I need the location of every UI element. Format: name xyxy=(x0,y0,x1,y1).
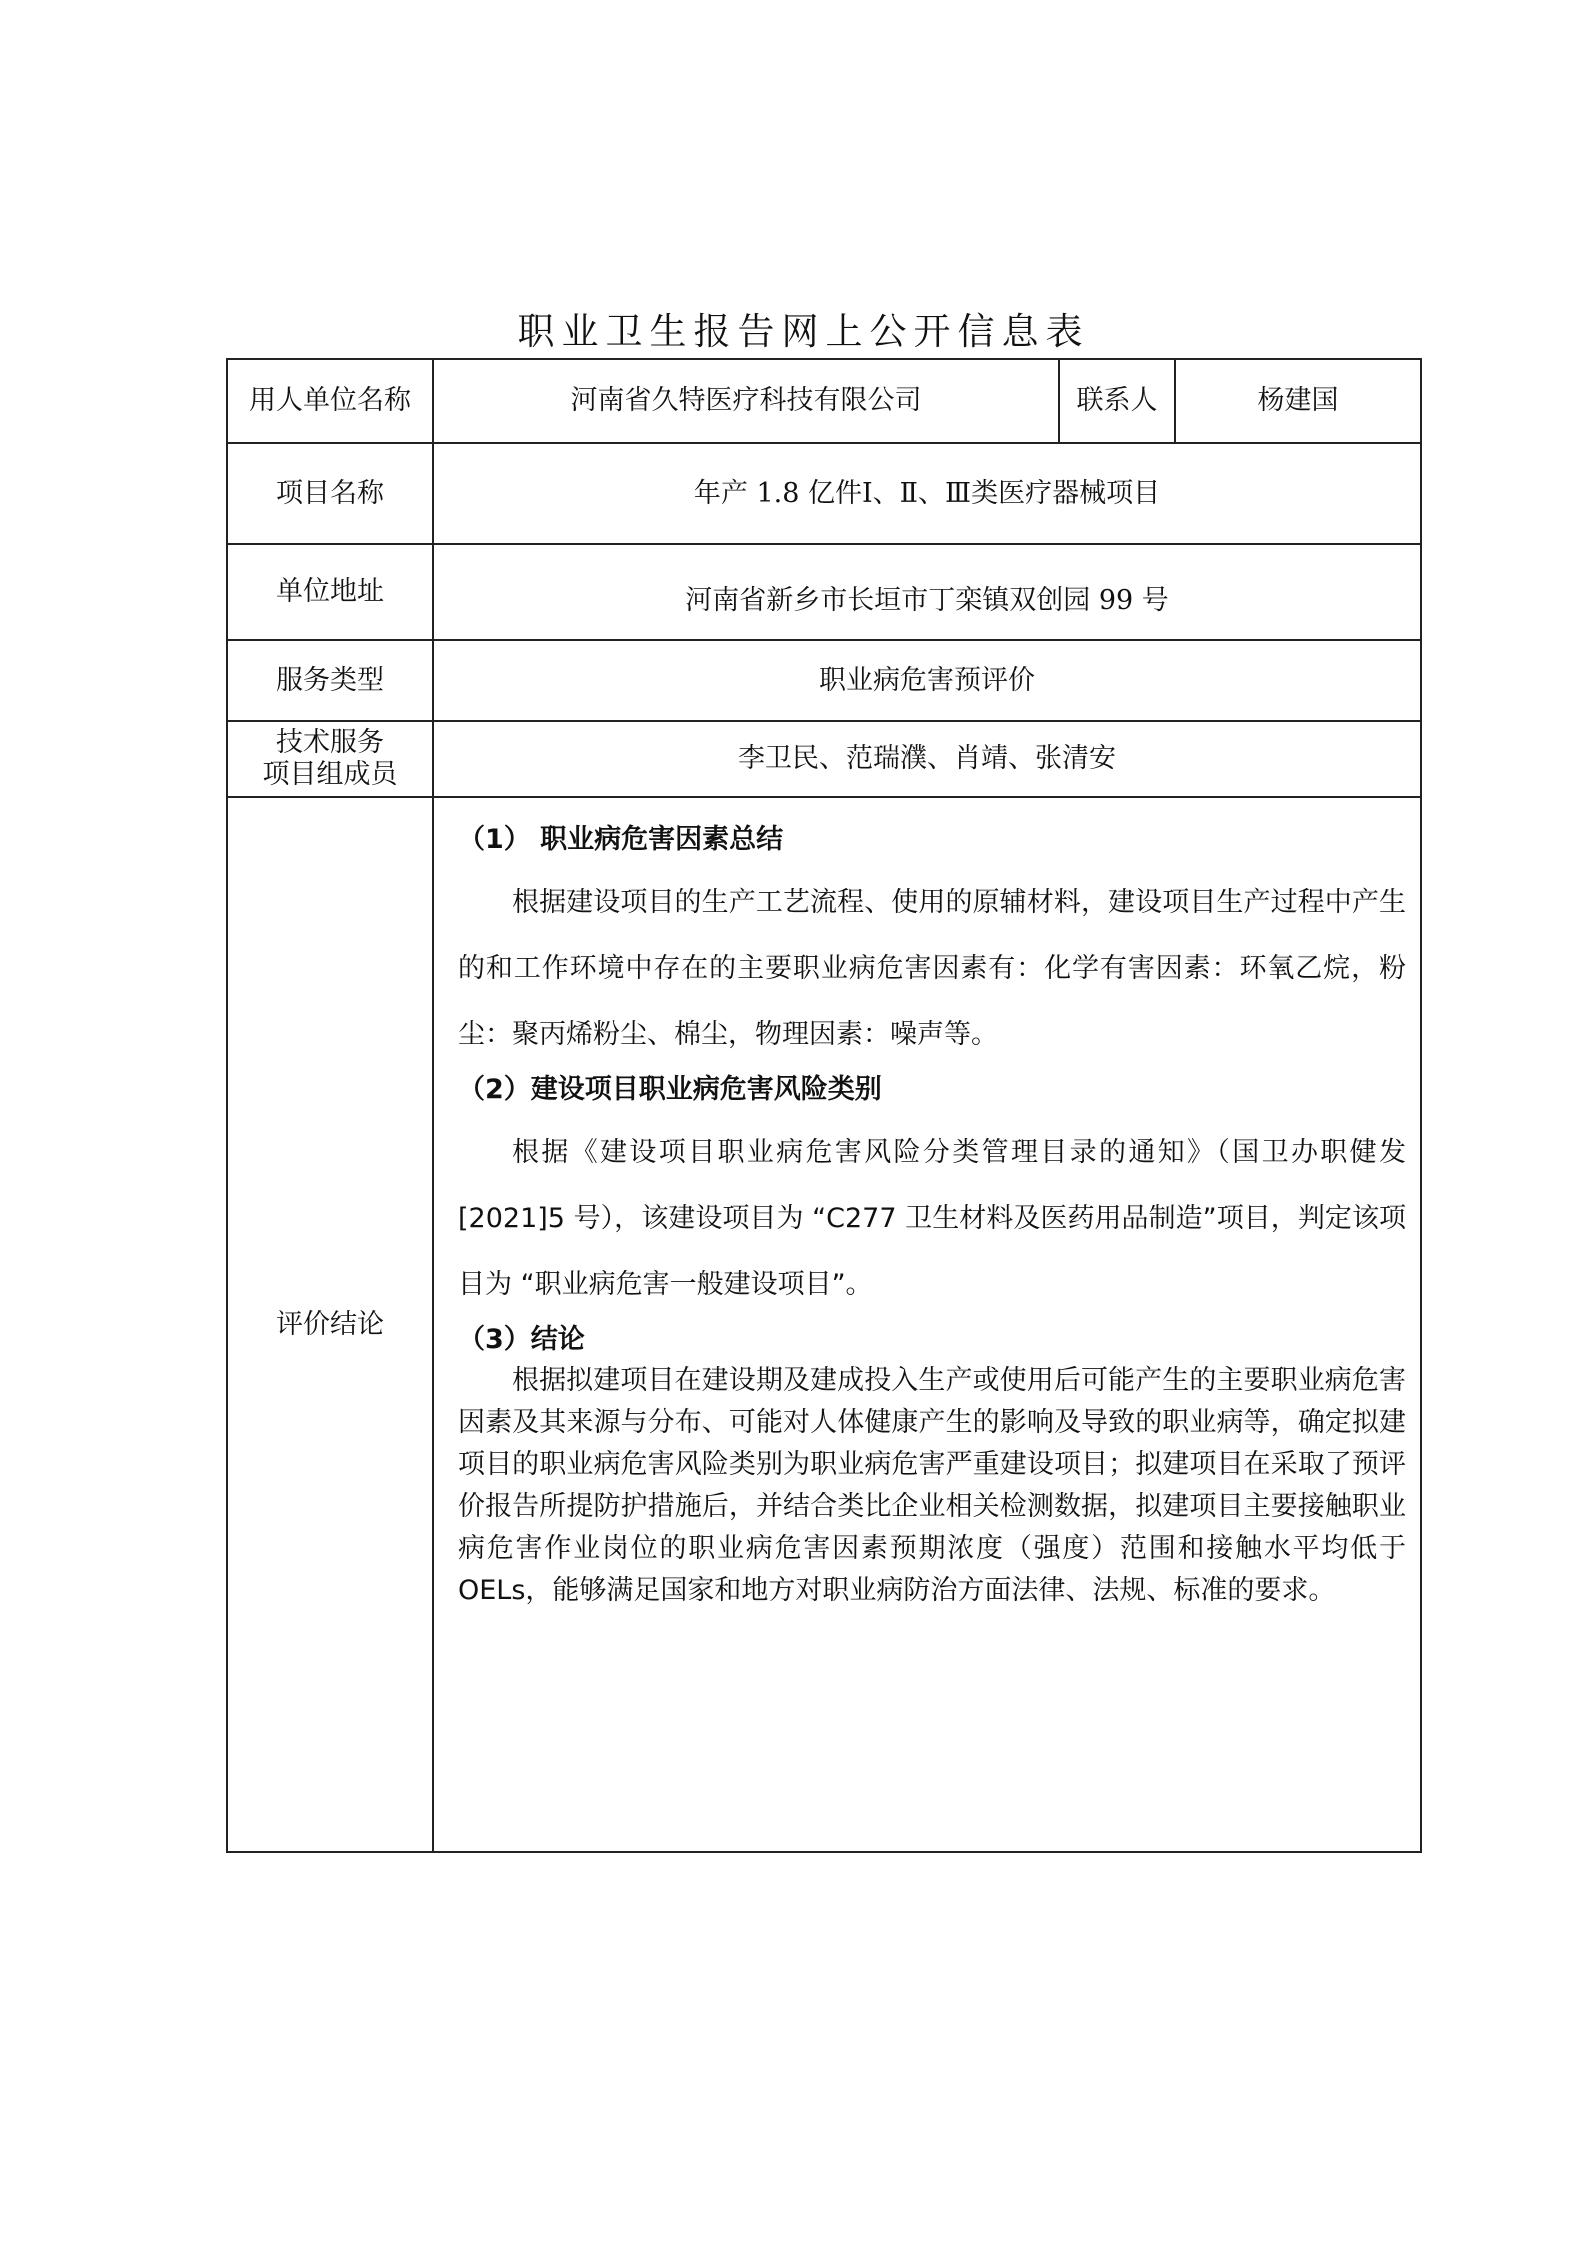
section1-heading: （1） 职业病危害因素总结 xyxy=(458,824,784,855)
section2-heading: （2）建设项目职业病危害风险类别 xyxy=(458,1074,882,1105)
project-label: 项目名称 xyxy=(227,443,433,544)
project-value: 年产 1.8 亿件Ⅰ、Ⅱ、Ⅲ类医疗器械项目 xyxy=(433,443,1421,544)
conclusion-content xyxy=(433,797,1421,1852)
document-title: 职业卫生报告网上公开信息表 xyxy=(517,310,1090,353)
address-label: 单位地址 xyxy=(227,544,433,640)
table-row-team xyxy=(227,721,1421,797)
info-table xyxy=(226,358,1422,1853)
table-row-employer xyxy=(227,359,1421,443)
section3-text: 根据拟建项目在建设期及建成投入生产或使用后可能产生的主要职业病危害因素及其来源与分布、可能对人体健康产生的影响及导致的职业病等，确定拟建项目的职业病危害风险类别为职业病危害严重建设项目；拟建项目在采取了预评价报告所提防护措施后，并结合类比企业相关检测数据，拟建项目主要接触职业病危害作业岗位的职业病危害因素预期浓度（强度）范围和接触水平均低于 OELs，能够满足国家和地方对职业病防治方面法律、法规、标准的要求。 xyxy=(458,1365,1406,1606)
table-row-conclusion xyxy=(227,797,1421,1852)
address-value: 河南省新乡市长垣市丁栾镇双创园 99 号 xyxy=(433,544,1421,640)
service-label: 服务类型 xyxy=(227,640,433,721)
section2-text: 根据《建设项目职业病危害风险分类管理目录的通知》（国卫办职健发[2021]5 号），该建设项目为 “C277 卫生材料及医药用品制造”项目，判定该项目为 “职业病危害一般建设项目”。 xyxy=(458,1137,1406,1300)
employer-label: 用人单位名称 xyxy=(227,359,433,443)
section3-heading: （3）结论 xyxy=(458,1324,585,1355)
contact-label: 联系人 xyxy=(1059,359,1175,443)
contact-value: 杨建国 xyxy=(1175,359,1421,443)
conclusion-label: 评价结论 xyxy=(227,797,433,1852)
team-value: 李卫民、范瑞濮、肖靖、张清安 xyxy=(433,721,1421,797)
table-row-address xyxy=(227,544,1421,640)
team-label-line1: 技术服务 xyxy=(276,727,384,758)
table-row-project xyxy=(227,443,1421,544)
employer-value: 河南省久特医疗科技有限公司 xyxy=(433,359,1059,443)
team-label-line2: 项目组成员 xyxy=(262,759,398,790)
section1-text: 根据建设项目的生产工艺流程、使用的原辅材料，建设项目生产过程中产生的和工作环境中存在的主要职业病危害因素有：化学有害因素：环氧乙烷，粉尘：聚丙烯粉尘、棉尘，物理因素：噪声等。 xyxy=(458,887,1406,1050)
table-row-service xyxy=(227,640,1421,721)
team-label xyxy=(227,721,433,797)
service-value: 职业病危害预评价 xyxy=(433,640,1421,721)
